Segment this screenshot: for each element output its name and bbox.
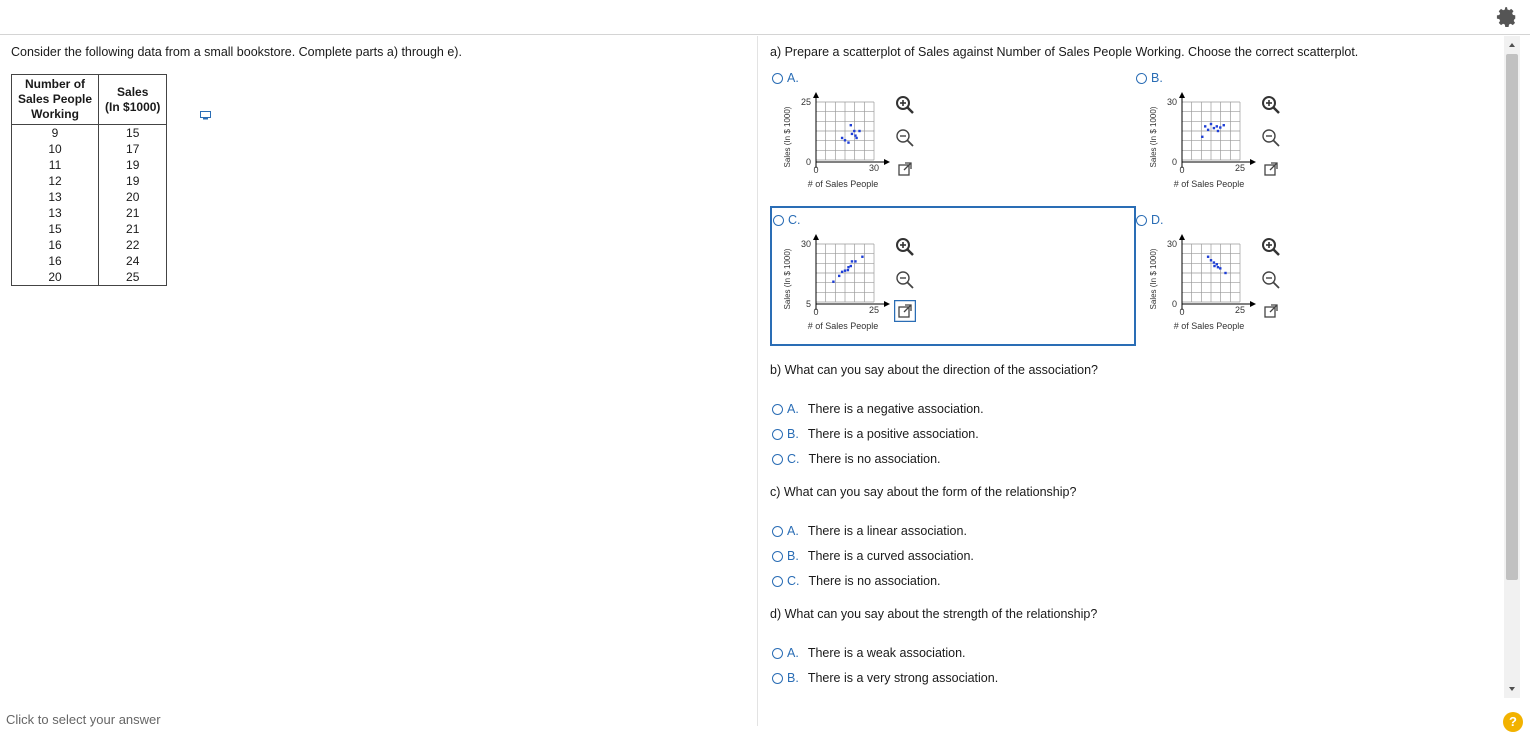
- data-point: [832, 281, 834, 283]
- data-point: [861, 256, 863, 258]
- option-letter: C.: [787, 452, 800, 466]
- data-point: [1210, 123, 1212, 125]
- table-cell: 12: [12, 173, 99, 189]
- data-point: [838, 275, 840, 277]
- data-point: [1207, 129, 1209, 131]
- question-panel: [770, 36, 1502, 698]
- radio-button[interactable]: [772, 526, 783, 537]
- radio-button[interactable]: [772, 673, 783, 684]
- col-header-line: Working: [31, 107, 79, 121]
- plot-grid: [816, 102, 874, 160]
- scatterplot-svg: [770, 232, 1136, 348]
- scatterplot-thumbnail: [1136, 90, 1502, 206]
- y-tick-label-top: 30: [1166, 239, 1177, 249]
- data-point: [847, 269, 849, 271]
- data-point: [1219, 267, 1221, 269]
- table-cell: 24: [99, 253, 167, 269]
- data-point: [1213, 127, 1215, 129]
- y-axis-arrow: [1179, 92, 1185, 98]
- y-tick-label-bottom: 0: [1171, 157, 1177, 167]
- data-point: [847, 266, 849, 268]
- part-c-question: c) What can you say about the form of the relationship?: [770, 485, 1077, 499]
- x-axis-arrow: [884, 301, 890, 307]
- new-window-icon[interactable]: [1260, 158, 1282, 180]
- zoom-in-icon[interactable]: [894, 236, 916, 258]
- plot-grid: [1182, 102, 1240, 160]
- col-header-sales: [99, 75, 167, 125]
- new-window-icon[interactable]: [1260, 300, 1282, 322]
- table-row: [12, 205, 167, 221]
- scrollbar-thumb[interactable]: [1506, 54, 1518, 580]
- data-point: [1213, 261, 1215, 263]
- option-letter: B.: [787, 549, 799, 563]
- table-cell: 21: [99, 205, 167, 221]
- scatterplot-svg: [1136, 90, 1502, 206]
- radio-button[interactable]: [772, 404, 783, 415]
- x-axis-arrow: [884, 159, 890, 165]
- scatterplot-thumbnail: [1136, 232, 1502, 348]
- option-letter: D.: [1151, 213, 1164, 227]
- x-tick-label-end: 30: [868, 163, 880, 173]
- data-point: [853, 130, 855, 132]
- gear-icon[interactable]: [1496, 6, 1518, 28]
- copy-icon[interactable]: [200, 111, 211, 120]
- y-tick-label-top: 30: [800, 239, 811, 249]
- option-letter: A.: [787, 524, 799, 538]
- x-axis-label: # of Sales People: [1173, 179, 1245, 189]
- option-letter: B.: [787, 427, 799, 441]
- zoom-out-icon[interactable]: [1260, 127, 1282, 149]
- plot-grid: [1182, 244, 1240, 302]
- table-cell: 11: [12, 157, 99, 173]
- option-text: There is no association.: [808, 452, 941, 466]
- scroll-down-icon[interactable]: [1507, 684, 1517, 694]
- plot-grid: [816, 244, 874, 302]
- bookstore-data-table: [11, 74, 167, 286]
- data-point: [1223, 124, 1225, 126]
- table-row: [12, 189, 167, 205]
- x-axis-label: # of Sales People: [807, 179, 879, 189]
- table-cell: 20: [12, 269, 99, 286]
- table-cell: 19: [99, 157, 167, 173]
- scatterplot-svg: [770, 90, 1136, 206]
- x-axis-label: # of Sales People: [807, 321, 879, 331]
- panel-divider: [757, 36, 758, 726]
- zoom-in-icon[interactable]: [1260, 236, 1282, 258]
- data-point: [1213, 265, 1215, 267]
- top-toolbar: [0, 0, 1530, 35]
- zoom-out-icon[interactable]: [894, 269, 916, 291]
- table-cell: 10: [12, 141, 99, 157]
- radio-button[interactable]: [772, 429, 783, 440]
- y-axis-arrow: [1179, 234, 1185, 240]
- table-cell: 20: [99, 189, 167, 205]
- y-tick-label-top: 25: [800, 97, 811, 107]
- option-letter: A.: [787, 71, 799, 85]
- table-row: [12, 269, 167, 286]
- data-point: [844, 269, 846, 271]
- option-letter: B.: [787, 671, 799, 685]
- data-point: [1216, 263, 1218, 265]
- table-cell: 19: [99, 173, 167, 189]
- x-axis-label: # of Sales People: [1173, 321, 1245, 331]
- option-text: There is a very strong association.: [807, 671, 999, 685]
- new-window-icon[interactable]: [894, 300, 916, 322]
- table-cell: 13: [12, 189, 99, 205]
- radio-button[interactable]: [773, 215, 784, 226]
- table-row: [12, 125, 167, 142]
- option-b-b[interactable]: [772, 427, 979, 441]
- x-tick-label-zero: 0: [1179, 165, 1185, 175]
- data-point: [847, 141, 849, 143]
- data-point: [841, 271, 843, 273]
- table-row: [12, 221, 167, 237]
- option-c-scatterplot[interactable]: [773, 213, 810, 227]
- option-d-a[interactable]: [772, 646, 966, 660]
- data-point: [851, 133, 853, 135]
- option-d-scatterplot[interactable]: [1136, 213, 1173, 227]
- zoom-in-icon[interactable]: [894, 94, 916, 116]
- col-header-line: (In $1000): [105, 99, 161, 114]
- option-text: There is a positive association.: [807, 427, 979, 441]
- radio-button[interactable]: [772, 551, 783, 562]
- x-axis-arrow: [1250, 301, 1256, 307]
- option-text: There is a negative association.: [807, 402, 984, 416]
- table-cell: 25: [99, 269, 167, 286]
- x-tick-label-zero: 0: [1179, 307, 1185, 317]
- col-header-line: Sales People: [18, 92, 93, 106]
- option-letter: C.: [787, 574, 800, 588]
- option-c-c[interactable]: [772, 574, 941, 588]
- zoom-in-icon[interactable]: [1260, 94, 1282, 116]
- table-row: [12, 253, 167, 269]
- option-letter: C.: [788, 213, 801, 227]
- data-point: [1219, 126, 1221, 128]
- data-point: [1217, 266, 1219, 268]
- y-axis-label: Sales (In $ 1000): [1149, 106, 1158, 168]
- data-point: [844, 139, 846, 141]
- option-b-c[interactable]: [772, 452, 941, 466]
- data-point: [841, 137, 843, 139]
- data-point: [1207, 256, 1209, 258]
- y-axis-label: Sales (In $ 1000): [783, 106, 792, 168]
- problem-intro: Consider the following data from a small bookstore. Complete parts a) through e).: [11, 45, 462, 59]
- data-point: [1216, 125, 1218, 127]
- scroll-up-icon[interactable]: [1507, 40, 1517, 50]
- y-axis-label: Sales (In $ 1000): [783, 248, 792, 310]
- y-axis-label: Sales (In $ 1000): [1149, 248, 1158, 310]
- data-point: [1217, 130, 1219, 132]
- x-tick-label-end: 25: [1234, 163, 1246, 173]
- table-row: [12, 173, 167, 189]
- radio-button[interactable]: [772, 454, 783, 465]
- y-tick-label-top: 30: [1166, 97, 1177, 107]
- y-axis-arrow: [813, 234, 819, 240]
- help-icon[interactable]: ?: [1503, 712, 1523, 732]
- option-a-scatterplot[interactable]: [772, 71, 808, 85]
- x-tick-label-end: 25: [1234, 305, 1246, 315]
- scatterplot-thumbnail: [770, 90, 1136, 206]
- data-point: [1204, 125, 1206, 127]
- x-tick-label-zero: 0: [813, 165, 819, 175]
- click-hint: Click to select your answer: [6, 712, 161, 727]
- data-point: [1201, 136, 1203, 138]
- option-text: There is a curved association.: [807, 549, 974, 563]
- table-row: [12, 141, 167, 157]
- x-tick-label-zero: 0: [813, 307, 819, 317]
- data-point: [854, 134, 856, 136]
- option-letter: A.: [787, 402, 799, 416]
- table-cell: 21: [99, 221, 167, 237]
- radio-button[interactable]: [772, 648, 783, 659]
- table-cell: 16: [12, 237, 99, 253]
- y-tick-label-bottom: 0: [1171, 299, 1177, 309]
- option-letter: A.: [787, 646, 799, 660]
- part-a-question: a) Prepare a scatterplot of Sales against Number of Sales People Working. Choose the correct scatterplot.: [770, 45, 1359, 59]
- radio-button[interactable]: [1136, 215, 1147, 226]
- option-c-b[interactable]: [772, 549, 974, 563]
- option-b-scatterplot[interactable]: [1136, 71, 1172, 85]
- data-point: [854, 260, 856, 262]
- option-c-a[interactable]: [772, 524, 967, 538]
- col-header-line: Number of: [25, 77, 86, 91]
- scatterplot-thumbnail: [770, 232, 1136, 348]
- scatterplot-svg: [1136, 232, 1502, 348]
- option-d-b[interactable]: [772, 671, 998, 685]
- data-point: [1210, 259, 1212, 261]
- data-point: [1224, 272, 1226, 274]
- table-cell: 22: [99, 237, 167, 253]
- y-tick-label-bottom: 0: [805, 157, 811, 167]
- data-point: [851, 260, 853, 262]
- table-row: [12, 157, 167, 173]
- option-text: There is no association.: [808, 574, 941, 588]
- col-header-line: Sales: [117, 84, 149, 99]
- table-cell: 9: [12, 125, 99, 142]
- table-cell: 15: [12, 221, 99, 237]
- option-text: There is a weak association.: [807, 646, 966, 660]
- data-point: [850, 124, 852, 126]
- radio-button[interactable]: [1136, 73, 1147, 84]
- zoom-out-icon[interactable]: [1260, 269, 1282, 291]
- table-cell: 17: [99, 141, 167, 157]
- option-text: There is a linear association.: [807, 524, 967, 538]
- radio-button[interactable]: [772, 73, 783, 84]
- new-window-icon[interactable]: [894, 158, 916, 180]
- y-axis-arrow: [813, 92, 819, 98]
- option-b-a[interactable]: [772, 402, 984, 416]
- data-point: [858, 130, 860, 132]
- data-point: [855, 137, 857, 139]
- table-cell: 15: [99, 125, 167, 142]
- y-tick-label-bottom: 5: [805, 299, 811, 309]
- data-point: [850, 265, 852, 267]
- table-cell: 13: [12, 205, 99, 221]
- radio-button[interactable]: [772, 576, 783, 587]
- table-cell: 16: [12, 253, 99, 269]
- x-tick-label-end: 25: [868, 305, 880, 315]
- col-header-sales-people: [12, 75, 99, 125]
- table-row: [12, 237, 167, 253]
- option-letter: B.: [1151, 71, 1163, 85]
- part-d-question: d) What can you say about the strength of the relationship?: [770, 607, 1098, 621]
- x-axis-arrow: [1250, 159, 1256, 165]
- part-b-question: b) What can you say about the direction of the association?: [770, 363, 1098, 377]
- zoom-out-icon[interactable]: [894, 127, 916, 149]
